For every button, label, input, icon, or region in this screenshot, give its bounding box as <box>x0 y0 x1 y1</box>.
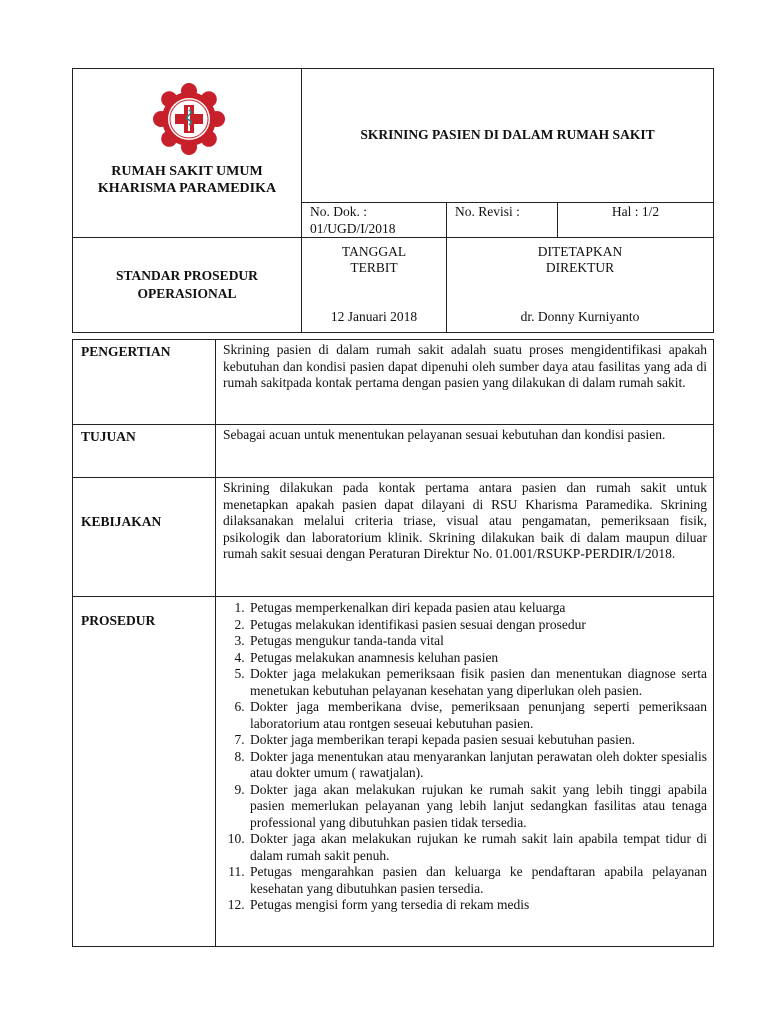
hospital-name-line2: KHARISMA PARAMEDIKA <box>97 181 277 196</box>
hospital-logo <box>153 83 225 155</box>
approval-cell <box>447 238 714 333</box>
section-text-kebijakan: Skrining dilakukan pada kontak pertama antara pasien dan rumah sakit untuk menetapkan apakah pasien dapat dilayani di RSU Kharisma Paramedika. Skrining dilaksanakan melalui criteria triase, visual atau pengamatan, pemeriksaan fisik, psikologik dan laboratorium klinik. Skrining dilakukan baik di dalam maupun diluar rumah sakit sesuai dengan Peraturan Direktur No. 01.001/RSUKP-PERDIR/I/2018. <box>216 478 714 597</box>
section-label-kebijakan: KEBIJAKAN <box>73 478 216 597</box>
procedure-content-table <box>72 339 714 947</box>
issue-date-label-line1: TANGGAL <box>341 244 407 259</box>
procedure-step-2: 2. Petugas melakukan identifikasi pasien sesuai dengan prosedur <box>248 617 707 634</box>
issue-date-value: 12 Januari 2018 <box>330 309 418 324</box>
procedure-step-11: 11. Petugas mengarahkan pasien dan keluarga ke pendaftaran apabila pelayanan kesehatan yang dibutuhkan pasien tersedia. <box>248 864 707 897</box>
approval-label-line2: DIREKTUR <box>545 260 615 275</box>
hospital-seal-icon <box>153 83 225 155</box>
doc-number-cell <box>302 202 447 237</box>
section-row-kebijakan <box>73 478 714 597</box>
section-row-tujuan <box>73 425 714 478</box>
procedure-step-1: 1. Petugas memperkenalkan diri kepada pasien atau keluarga <box>248 600 707 617</box>
sop-line1: STANDAR PROSEDUR <box>116 268 258 283</box>
issue-date-label-line2: TERBIT <box>350 260 398 275</box>
procedure-step-9: 9. Dokter jaga akan melakukan rujukan ke rumah sakit yang lebih tinggi apabila pasien memerlukan pelayanan yang lebih lanjut sedangkan fasilitas atau tenaga professional yang dibutuhkan pasien tidak tersedia. <box>248 782 707 832</box>
sop-cell <box>73 238 302 333</box>
page-label: Hal : 1/2 <box>611 203 660 219</box>
procedure-step-12: 12. Petugas mengisi form yang tersedia di rekam medis <box>248 897 707 914</box>
section-text-tujuan: Sebagai acuan untuk menentukan pelayanan sesuai kebutuhan dan kondisi pasien. <box>216 425 714 478</box>
doc-number-value: 01/UGD/I/2018 <box>310 220 396 236</box>
page-cell <box>558 202 714 237</box>
document-header-table <box>72 68 714 333</box>
procedure-step-7: 7. Dokter jaga memberikan terapi kepada pasien sesuai kebutuhan pasien. <box>248 732 707 749</box>
revision-label: No. Revisi : <box>455 203 520 219</box>
section-row-pengertian <box>73 340 714 425</box>
revision-cell <box>447 202 558 237</box>
procedure-step-8: 8. Dokter jaga menentukan atau menyarankan lanjutan perawatan oleh dokter spesialis atau dokter umum ( rawatjalan). <box>248 749 707 782</box>
issue-date-cell <box>302 238 447 333</box>
procedure-step-6: 6. Dokter jaga memberikana dvise, pemeriksaan penunjang seperti pemeriksaan laboratorium atau rontgen seseuai kebutuhan pasien. <box>248 699 707 732</box>
procedure-step-4: 4. Petugas melakukan anamnesis keluhan pasien <box>248 650 707 667</box>
doc-number-label: No. Dok. : <box>310 203 367 219</box>
procedure-step-3: 3. Petugas mengukur tanda-tanda vital <box>248 633 707 650</box>
document-title: SKRINING PASIEN DI DALAM RUMAH SAKIT <box>302 69 714 203</box>
section-label-pengertian: PENGERTIAN <box>73 340 216 425</box>
hospital-name-line1: RUMAH SAKIT UMUM <box>111 164 263 179</box>
section-row-prosedur <box>73 597 714 947</box>
hospital-name <box>73 163 301 197</box>
section-text-prosedur <box>216 597 714 947</box>
procedure-step-10: 10. Dokter jaga akan melakukan rujukan ke rumah sakit lain apabila tempat tidur di dalam rumah sakit penuh. <box>248 831 707 864</box>
section-label-tujuan: TUJUAN <box>73 425 216 478</box>
section-text-pengertian: Skrining pasien di dalam rumah sakit adalah suatu proses mengidentifikasi apakah kebutuhan dan kondisi pasien dapat dipenuhi oleh sumber daya atau fasilitas yang ada di rumah sakitpada kontak pertama dengan pasien yang dilakukan di dalam rumah sakit. <box>216 340 714 425</box>
procedure-steps-list <box>223 600 707 914</box>
approval-label-line1: DITETAPKAN <box>537 244 623 259</box>
procedure-step-5: 5. Dokter jaga melakukan pemeriksaan fisik pasien dan menentukan diagnose serta menetukan kebutuhan pelayanan kesehatan yang diperlukan oleh pasien. <box>248 666 707 699</box>
section-label-prosedur: PROSEDUR <box>73 597 216 947</box>
hospital-identity-cell <box>73 69 302 238</box>
director-name: dr. Donny Kurniyanto <box>520 309 640 324</box>
sop-line2: OPERASIONAL <box>137 286 237 301</box>
